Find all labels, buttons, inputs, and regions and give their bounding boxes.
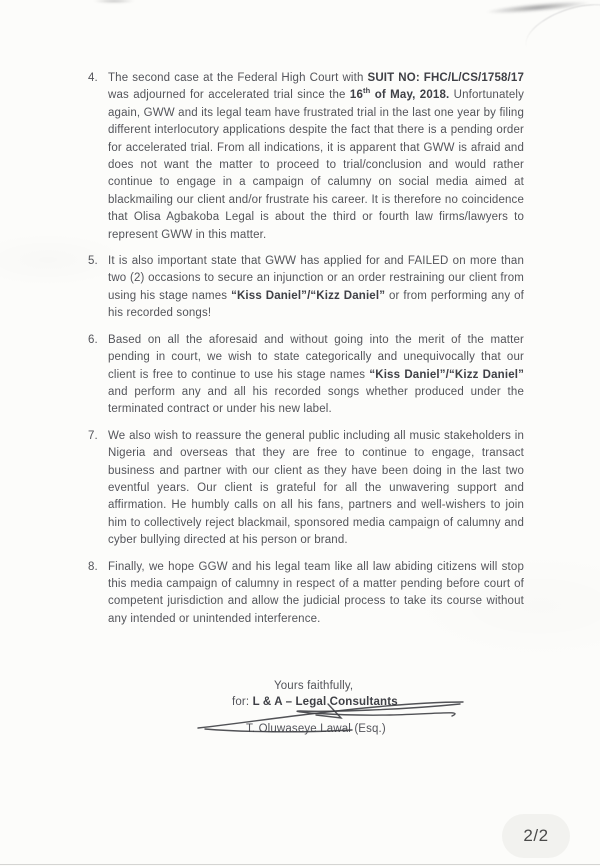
item-text: We also wish to reassure the general public including all music stakeholders in Nigeria and overseas that they are free to continue to engage, transact business and partner with our client as they have been doing in the last two eventful years. Our client is grateful for all the unwavering support and affirmation. He humbly calls on all his fans, partners and well-wishers to join him to collectively reject blackmail, sponsored media campaign of calumny and cyber bullying directed at his person or brand.	[108, 429, 524, 547]
list-item	[88, 70, 524, 244]
firm-line	[232, 695, 482, 710]
item-number: 5.	[88, 255, 98, 268]
item-number: 7.	[88, 429, 98, 442]
item-number: 8.	[88, 560, 98, 573]
item-text: The second case at the Federal High Court with SUIT NO: FHC/L/CS/1758/17 was adjourned for accelerated trial since the 16th of May, 2018. Unfortunately again, GWW and its legal team have frustrated trial in the last one year by filing different interlocutory applications despite the fact that there is a pending order for accelerated trial. From all indications, it is apparent that GWW is afraid and does not want the matter to proceed to trial/conclusion and would rather continue to engage in a campaign of calumny on social media aimed at blackmailing our client and/or frustrate his career. It is therefore no coincidence that Olisa Agbakoba Legal is about the third or fourth law firms/lawyers to represent GWW in this matter.	[108, 72, 525, 241]
list-item	[88, 559, 524, 629]
item-number: 4.	[88, 72, 98, 84]
signatory-name: T. Oluwaseye Lawal (Esq.)	[246, 723, 386, 735]
item-text: Finally, we hope GGW and his legal team like all law abiding citizens will stop this media campaign of calumny in respect of a matter pending before court of competent jurisdiction and allow the judicial process to take its course without any intended or unintended interference.	[108, 560, 524, 625]
salutation: Yours faithfully,	[274, 680, 354, 692]
bottom-edge-line	[0, 864, 600, 865]
scan-smudge-top-left	[86, 0, 142, 4]
list-item	[88, 332, 524, 419]
for-prefix: for:	[232, 696, 253, 708]
list-item	[88, 428, 524, 550]
closing-block	[232, 679, 482, 737]
numbered-paragraph-list	[88, 70, 524, 637]
list-item	[88, 253, 524, 323]
item-text: It is also important state that GWW has applied for and FAILED on more than two (2) occasions to secure an injunction or an order restraining our client from using his stage names “Kiss Daniel”/“Kizz Daniel” or from performing any of his recorded songs!	[108, 255, 524, 320]
page-number-badge: 2/2	[502, 814, 570, 858]
item-text: Based on all the aforesaid and without going into the merit of the matter pending in court, we wish to state categorically and unequivocally that our client is free to continue to use his stage names “Kiss Daniel”/“Kizz Daniel” and perform any and all his recorded songs whether produced under the terminated contract or under his new label.	[108, 333, 524, 416]
firm-name: L & A – Legal Consultants	[252, 696, 398, 708]
item-number: 6.	[88, 333, 98, 346]
